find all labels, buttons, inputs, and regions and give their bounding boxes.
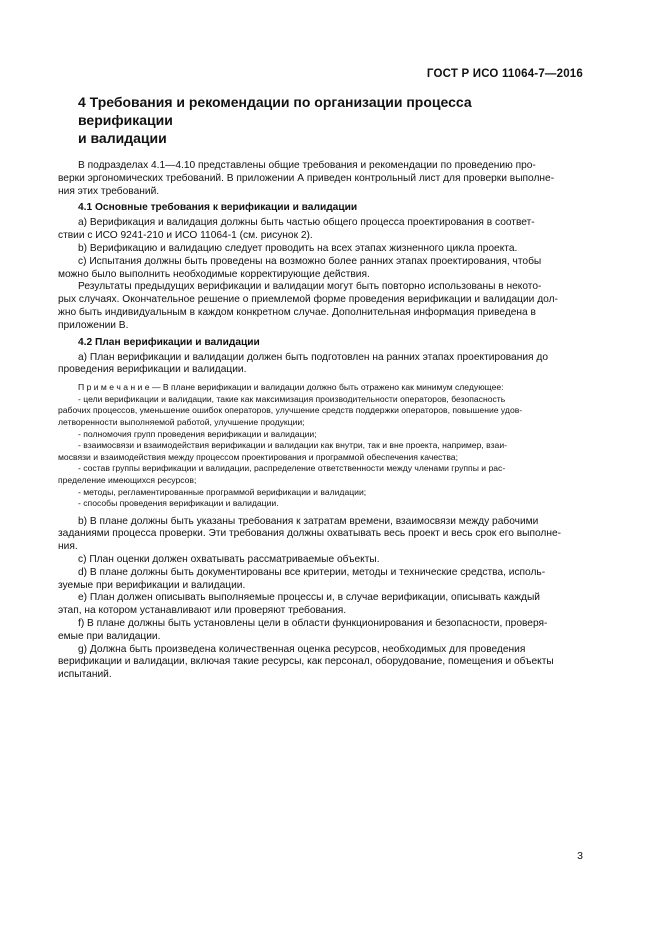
subsection-4-2-body xyxy=(58,351,563,378)
subsection-4-1-body xyxy=(58,217,563,332)
section-title xyxy=(78,93,563,147)
page-body xyxy=(58,93,563,682)
note-line: - полномочия групп проведения верификации и валидации; xyxy=(78,428,317,439)
subsection-4-2-body-continued xyxy=(58,515,563,682)
subsection-title-4-1: 4.1 Основные требования к верификации и валидации xyxy=(78,202,358,214)
section-title-line: и валидации xyxy=(78,130,167,146)
note-line: мосвязи и взаимодействия между процессом проектирования и программой обеспечения качества; xyxy=(58,451,458,462)
text-line: b) Верификацию и валидацию следует проводить на всех этапах жизненного цикла проекта. xyxy=(78,242,518,254)
subsection-title-4-2: 4.2 План верификации и валидации xyxy=(78,336,260,348)
text-line: c) План оценки должен охватывать рассматриваемые объекты. xyxy=(78,554,380,566)
note-line: - способы проведения верификации и валидации. xyxy=(78,498,279,509)
text-line: ствии с ИСО 9241-210 и ИСО 11064-1 (см. рисунок 2). xyxy=(58,230,313,242)
note-block xyxy=(58,382,563,510)
text-line: b) В плане должны быть указаны требования к затратам времени, взаимосвязи между рабочими xyxy=(78,515,539,527)
text-line: испытаний. xyxy=(58,669,112,681)
note-line: - методы, регламентированные программой верификации и валидации; xyxy=(78,486,367,497)
intro-paragraph xyxy=(58,160,563,198)
note-line: пределение имеющихся ресурсов; xyxy=(58,474,197,485)
text-line: f) В плане должны быть установлены цели в области функционирования и безопасности, проверя- xyxy=(78,618,548,630)
note-line: - взаимосвязи и взаимодействия верификации и валидации как внутри, так и вне проекта, например, взаи- xyxy=(78,440,507,451)
text-line: емые при валидации. xyxy=(58,630,161,642)
text-line: c) Испытания должны быть проведены на возможно более ранних этапах проектирования, чтобы xyxy=(78,255,542,267)
text-line: В подразделах 4.1—4.10 представлены общие требования и рекомендации по проведению про- xyxy=(78,160,536,171)
text-line: ния. xyxy=(58,541,78,553)
text-line: a) Верификация и валидация должны быть частью общего процесса проектирования в соответ- xyxy=(78,217,535,229)
text-line: ния этих требований. xyxy=(58,185,160,197)
note-line: летворенности выполняемой работой, улучшение продукции; xyxy=(58,416,305,427)
note-line: - цели верификации и валидации, такие как максимизация производительности операторов, безопасность xyxy=(78,393,506,404)
text-line: Результаты предыдущих верификации и валидации могут быть повторно использованы в некото- xyxy=(78,281,542,293)
text-line: верки эргономических требований. В приложении А приведен контрольный лист для проверки выполне- xyxy=(58,172,555,184)
text-line: a) План верификации и валидации должен быть подготовлен на ранних этапах проектирования до xyxy=(78,351,548,363)
text-line: g) Должна быть произведена количественная оценка ресурсов, необходимых для проведения xyxy=(78,643,526,655)
text-line: d) В плане должны быть документированы все критерии, методы и технические средства, исполь- xyxy=(78,566,546,578)
text-line: можно было выполнить необходимые корректирующие действия. xyxy=(58,268,370,280)
text-line: приложении В. xyxy=(58,319,129,331)
note-line: П р и м е ч а н и е — В плане верификации и валидации должно быть отражено как минимум следующее: xyxy=(78,382,504,393)
section-title-line: 4 Требования и рекомендации по организации процесса верификации xyxy=(78,94,472,128)
text-line: e) План должен описывать выполняемые процессы и, в случае верификации, описывать каждый xyxy=(78,592,540,604)
text-line: зуемые при верификации и валидации. xyxy=(58,579,246,591)
text-line: верификации и валидации, включая такие ресурсы, как персонал, оборудование, помещения и объекты xyxy=(58,656,554,668)
note-line: рабочих процессов, уменьшение ошибок операторов, улучшение средств поддержки операторов, повышение удов- xyxy=(58,405,523,416)
text-line: рых случаях. Окончательное решение о приемлемой форме проведения верификации и валидации дол- xyxy=(58,294,558,306)
text-line: этап, на котором устанавливают или проверяют требования. xyxy=(58,605,347,617)
page-number: 3 xyxy=(577,850,583,862)
document-code: ГОСТ Р ИСО 11064-7—2016 xyxy=(426,68,583,80)
text-line: заданиями процесса проверки. Эти требования должны охватывать весь проект и весь срок его выполне- xyxy=(58,528,562,540)
text-line: жно быть индивидуальным в каждом конкретном случае. Дополнительная информация приведена в xyxy=(58,306,536,318)
note-line: - состав группы верификации и валидации, распределение ответственности между членами группы и рас- xyxy=(78,463,506,474)
text-line: проведения верификации и валидации. xyxy=(58,364,247,376)
